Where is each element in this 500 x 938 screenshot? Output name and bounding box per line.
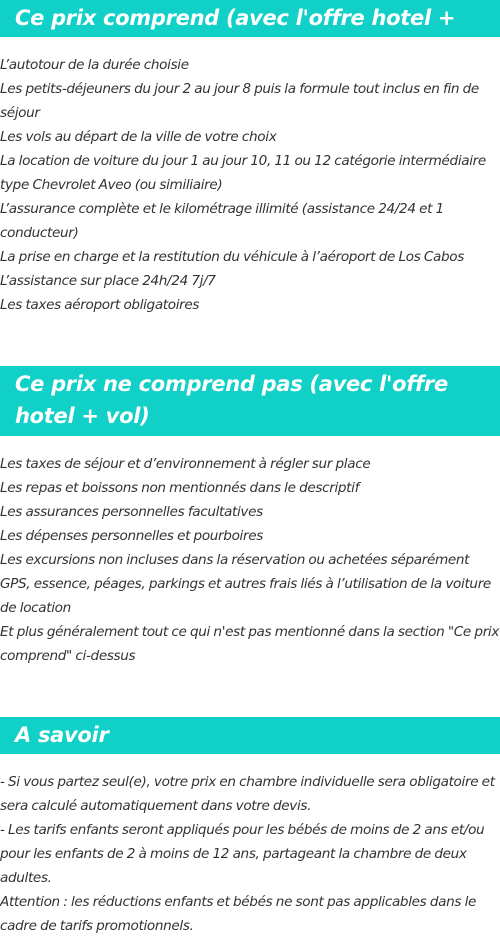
list-item: - Si vous partez seul(e), votre prix en chambre individuelle sera obligatoire et sera calculé automatiquement dans votre devis.: [0, 774, 495, 814]
list-item: L’autotour de la durée choisie: [0, 57, 189, 73]
list-item: L’assistance sur place 24h/24 7j/7: [0, 273, 216, 289]
good-to-know-title: A savoir: [0, 717, 500, 754]
list-item: GPS, essence, péages, parkings et autres frais liés à l’utilisation de la voiture de location: [0, 576, 491, 616]
list-item: Les taxes de séjour et d’environnement à régler sur place: [0, 456, 371, 472]
list-item: Et plus généralement tout ce qui n'est pas mentionné dans la section "Ce prix comprend" ci-dessus: [0, 624, 500, 664]
list-item: L’assurance complète et le kilométrage illimité (assistance 24/24 et 1 conducteur): [0, 201, 444, 241]
list-item: Les taxes aéroport obligatoires: [0, 297, 200, 313]
not-included-section: [0, 366, 500, 668]
list-item: - Les tarifs enfants seront appliqués pour les bébés de moins de 2 ans et/ou pour les enfants de 2 à moins de 12 ans, partageant la chambre de deux adultes.: [0, 822, 485, 886]
list-item: Les assurances personnelles facultatives: [0, 504, 263, 520]
list-item: La location de voiture du jour 1 au jour 10, 11 ou 12 catégorie intermédiaire type Chevrolet Aveo (ou similiaire): [0, 153, 486, 193]
list-item: Les dépenses personnelles et pourboires: [0, 528, 263, 544]
not-included-list: [0, 452, 500, 668]
good-to-know-list: [0, 770, 500, 938]
list-item: Les vols au départ de la ville de votre choix: [0, 129, 277, 145]
list-item: Attention : les réductions enfants et bébés ne sont pas applicables dans le cadre de tarifs promotionnels.: [0, 894, 477, 934]
good-to-know-section: [0, 717, 500, 938]
included-list: [0, 53, 500, 317]
list-item: Les repas et boissons non mentionnés dans le descriptif: [0, 480, 360, 496]
included-title: Ce prix comprend (avec l'offre hotel + vol): [0, 0, 500, 37]
list-item: La prise en charge et la restitution du véhicule à l’aéroport de Los Cabos: [0, 249, 465, 265]
list-item: Les excursions non incluses dans la réservation ou achetées séparément: [0, 552, 470, 568]
included-section: [0, 0, 500, 317]
list-item: Les petits-déjeuners du jour 2 au jour 8 puis la formule tout inclus en fin de séjour: [0, 81, 479, 121]
not-included-title: Ce prix ne comprend pas (avec l'offre hotel + vol): [0, 366, 500, 436]
